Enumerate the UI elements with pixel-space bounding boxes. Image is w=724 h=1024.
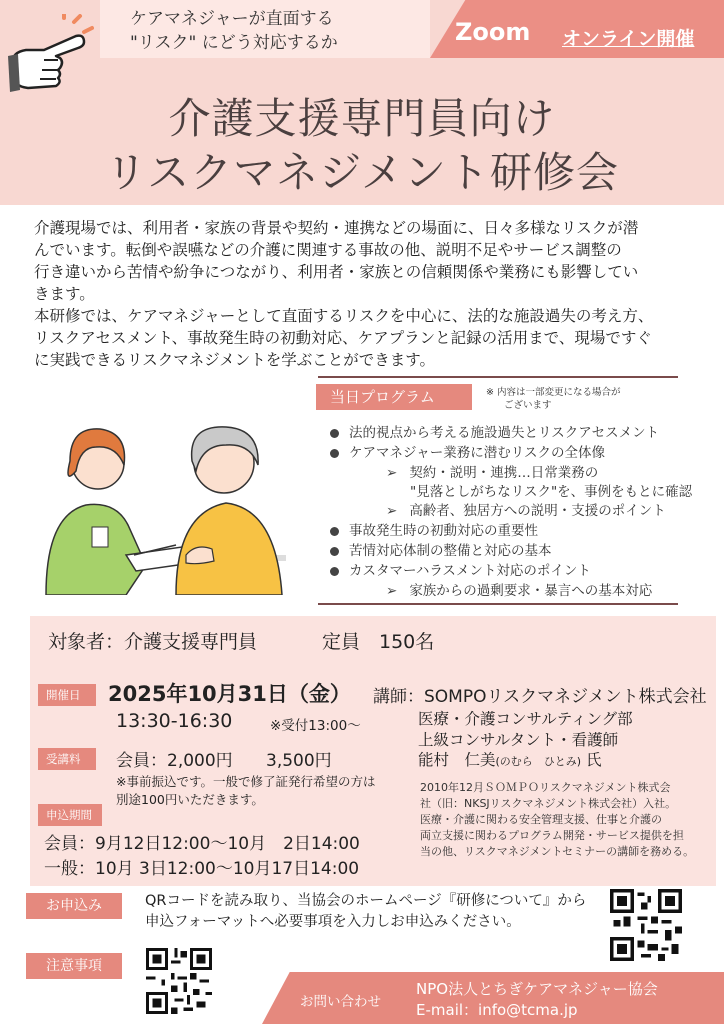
lecturer-bio: 2010年12月ＳＯＭＰＯリスクマネジメント株式会: [420, 781, 671, 794]
apply-instructions: 申込フォーマットへ必要事項を入力しお申込みください。: [145, 914, 521, 930]
fee-general: 3,500円: [266, 751, 332, 771]
online-label: オンライン開催: [562, 28, 695, 50]
qr-code-icon[interactable]: [146, 948, 212, 1014]
bullet-icon: [330, 429, 339, 438]
lecturer-bio: 両立支援に関わるプログラム開発・サービス提供を担: [420, 829, 684, 842]
target-audience: 対象者：介護支援専門員: [48, 631, 258, 653]
lecturer-company: 講師：SOMPOリスクマネジメント株式会社: [373, 687, 707, 707]
event-time: 13:30-16:30: [116, 710, 233, 732]
fee-member: 会員：2,000円: [116, 751, 233, 771]
consultation-illustration: [36, 405, 296, 595]
period-member: 会員：9月12日12:00～10月 2日14:00: [44, 834, 360, 854]
lecturer-bio: 医療・介護に関わる安全管理支援、仕事と介護の: [420, 813, 662, 826]
intro-line: きます。: [34, 285, 95, 303]
arrow-icon: ➢: [386, 503, 398, 519]
lecturer-bio: 当の他、リスクマネジメントセミナーの講師を務める。: [420, 845, 695, 858]
arrow-icon: ➢: [386, 583, 398, 599]
intro-line: リスクアセスメント、事故発生時の初動対応、ケアプランと記録の活用まで、現場ですぐ: [34, 329, 652, 347]
lecturer-role: 上級コンサルタント・看護師: [418, 731, 619, 749]
bullet-icon: [330, 449, 339, 458]
program-item: 法的視点から考える施設過失とリスクアセスメント: [330, 421, 659, 441]
apply-tag: お申込み: [26, 893, 122, 919]
period-tag: 申込期間: [38, 804, 102, 826]
program-note: [486, 386, 656, 412]
apply-instructions: QRコードを読み取り、当協会のホームページ『研修について』から: [145, 893, 587, 909]
fee-note: 別途100円いただきます。: [116, 792, 264, 807]
lecturer-name: 能村 仁美(のむら ひとみ) 氏: [418, 751, 602, 769]
intro-line: に実践できるリスクマネジメントを学ぶことができます。: [34, 351, 435, 369]
arrow-icon: ➢: [386, 465, 398, 481]
contact-label: お問い合わせ: [300, 994, 381, 1010]
bullet-icon: [330, 547, 339, 556]
bullet-icon: [330, 567, 339, 576]
intro-line: 本研修では、ケアマネジャーとして直面するリスクを中心に、法的な施設過失の考え方、: [34, 307, 654, 325]
program-item: 事故発生時の初動対応の重要性: [330, 519, 538, 539]
program-item: カスタマーハラスメント対応のポイント: [330, 559, 591, 579]
period-general: 一般：10月 3日12:00～10月17日14:00: [44, 859, 360, 879]
bullet-icon: [330, 527, 339, 536]
date-tag: 開催日: [38, 684, 96, 706]
program-subitem-cont: "見落としがちなリスク"を、事例をもとに確認: [410, 484, 693, 500]
page-title-line1: 介護支援専門員向け: [168, 94, 556, 143]
intro-line: んでいます。転倒や誤嚥などの介護に関連する事故の他、説明不足やサービス調整の: [34, 241, 622, 259]
reception-time: ※受付13:00～: [270, 718, 361, 734]
lecturer-bio: 社（旧：NKSJリスクマネジメント株式会社）入社。: [420, 797, 677, 810]
tagline-line1: ケアマネジャーが直面する: [130, 9, 334, 29]
program-subitem: ➢ 高齢者、独居方への説明・支援のポイント: [386, 503, 666, 519]
intro-line: 行き違いから苦情や紛争につながり、利用者・家族との信頼関係や業務にも影響してい: [34, 263, 639, 281]
program-divider-top: [318, 376, 678, 378]
notice-tag: 注意事項: [26, 953, 122, 979]
intro-line: 介護現場では、利用者・家族の背景や契約・連携などの場面に、日々多様なリスクが潜: [34, 219, 639, 237]
contact-email[interactable]: E-mail：info@tcma.jp: [416, 1001, 578, 1019]
tagline-line2: "リスク" にどう対応するか: [130, 33, 338, 53]
contact-organization: NPO法人とちぎケアマネジャー協会: [416, 980, 658, 998]
fee-note: ※事前振込です。一般で修了証発行希望の方は: [116, 774, 376, 789]
program-divider-bottom: [318, 603, 678, 605]
program-subitem: ➢ 家族からの過剰要求・暴言への基本対応: [386, 583, 653, 599]
program-note-line1: ※ 内容は一部変更になる場合が: [486, 387, 621, 398]
fee-tag: 受講料: [38, 748, 96, 770]
zoom-label: Zoom: [455, 18, 531, 46]
event-date: 2025年10月31日（金）: [108, 682, 351, 706]
capacity: 定員 150名: [322, 631, 435, 653]
lecturer-reading: (のむら ひとみ): [495, 755, 582, 768]
program-item: ケアマネジャー業務に潜むリスクの全体像: [330, 441, 605, 461]
pointing-hand-icon: [4, 14, 94, 94]
program-label: 当日プログラム: [316, 384, 472, 410]
program-note-line2: ございます: [504, 400, 552, 411]
qr-code-icon[interactable]: [610, 889, 682, 961]
page-title-line2: リスクマネジメント研修会: [105, 148, 619, 197]
lecturer-department: 医療・介護コンサルティング部: [418, 710, 633, 728]
program-item: 苦情対応体制の整備と対応の基本: [330, 539, 552, 559]
program-subitem: ➢ 契約・説明・連携…日常業務の: [386, 465, 599, 481]
